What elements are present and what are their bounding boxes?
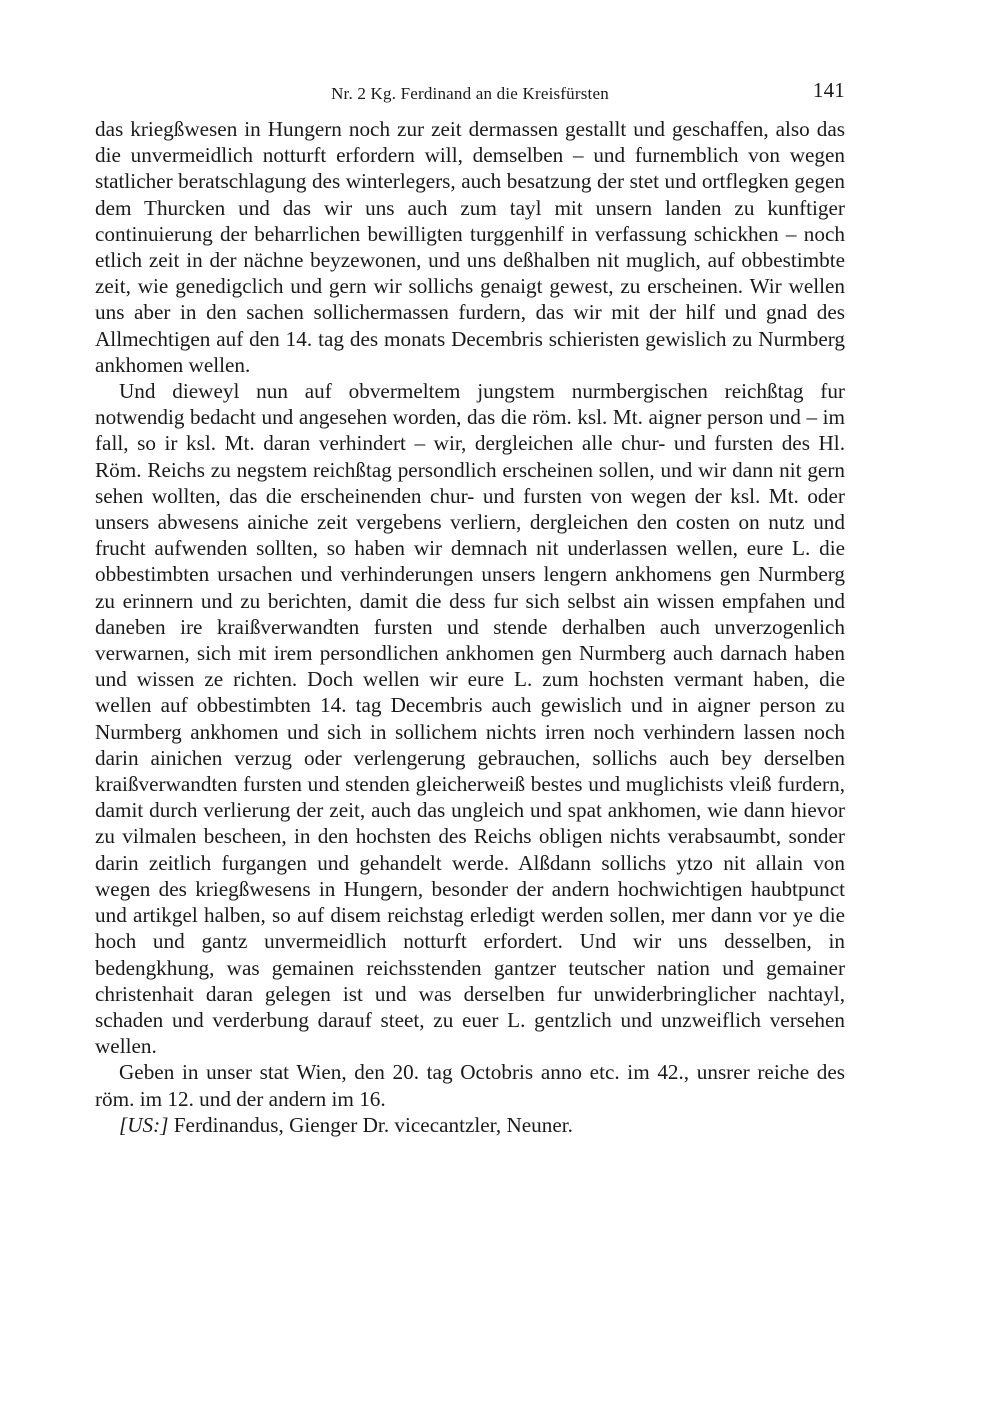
paragraph-dating: Geben in unser stat Wien, den 20. tag Octobris anno etc. im 42., unsrer reiche des röm. im 12. und der andern im 16. (95, 1060, 845, 1111)
document-page (95, 76, 845, 1138)
running-header (95, 76, 845, 110)
signature-label: [US:] (119, 1112, 169, 1137)
signature-names: Ferdinandus, Gienger Dr. vicecantzler, Neuner. (168, 1112, 573, 1137)
page-number: 141 (812, 78, 845, 102)
signature-line (95, 1112, 845, 1138)
body-text (95, 116, 845, 1138)
running-title: Nr. 2 Kg. Ferdinand an die Kreisfürsten (331, 84, 609, 103)
paragraph-2: Und dieweyl nun auf obvermeltem jungstem nurmbergischen reichßtag fur notwendig bedacht und angesehen worden, das die röm. ksl. Mt. aigner person und – im fall, so ir ksl. Mt. daran verhindert – wir, dergleichen alle chur- und fursten des Hl. Röm. Reichs zu negstem reichßtag persondlich erscheinen sollen, und wir dann nit gern sehen wollten, das die erscheinenden chur- und fursten von wegen der ksl. Mt. oder unsers abwesens ainiche zeit vergebens verliern, dergleichen den costen on nutz und frucht aufwenden sollten, so haben wir demnach nit underlassen wellen, eure L. die obbestimbten ursachen und verhinderungen unsers lengern ankhomens gen Nurmberg zu erinnern und zu berichten, damit die dess fur sich selbst ain wissen empfahen und daneben ire kraißverwandten fursten und stende derhalben auch unverzogenlich verwarnen, sich mit irem persondlichen ankhomen gen Nurmberg auch darnach haben und wissen ze richten. Doch wellen wir eure L. zum hochsten vermant haben, die wellen auf obbestimbten 14. tag Decembris auch gewislich und in aigner person zu Nurmberg ankhomen und sich in sollichem nichts irren noch verhindern lassen noch darin ainichen verzug oder verlengerung gebrauchen, sollichs auch bey derselben kraißverwandten fursten und stenden gleicherweiß bestes und muglichists vleiß furdern, damit durch verlierung der zeit, auch das ungleich und spat ankhomen, wie dann hievor zu vilmalen bescheen, in den hochsten des Reichs obligen nichts verabsaumbt, sonder darin zeitlich furgangen und gehandelt werde. Alßdann sollichs ytzo nit allain von wegen des kriegßwesens in Hungern, besonder der andern hochwichtigen haubtpunct und artikgel halben, so auf disem reichstag erledigt werden sollen, mer dann vor ye die hoch und gantz unvermeidlich notturft erfordert. Und wir uns desselben, in bedengkhung, was gemainen reichsstenden gantzer teutscher nation und gemainer christenhait daran gelegen ist und was derselben fur unwiderbringlicher nachtayl, schaden und verderbung darauf steet, zu euer L. gentzlich und unzweiflich versehen wellen. (95, 379, 845, 1059)
paragraph-1: das kriegßwesen in Hungern noch zur zeit dermassen gestallt und geschaffen, also das die unvermeidlich notturft erfordern will, demselben – und furnemblich von wegen statlicher beratschlagung des winterlegers, auch besatzung der stet und ortflegken gegen dem Thurcken und das wir uns auch zum tayl mit unsern landen zu kunftiger continuierung der beharrlichen bewilligten turggenhilf in verfassung schickhen – noch etlich zeit in der nächne beyzewonen, und uns deßhalben nit muglich, auf obbestimbte zeit, wie genedigclich und gern wir sollichs genaigt gewest, zu erscheinen. Wir wellen uns aber in den sachen sollichermassen furdern, das wir mit der hilf und gnad des Allmechtigen auf den 14. tag des monats Decembris schieristen gewislich zu Nurmberg ankhomen wellen. (95, 117, 845, 377)
